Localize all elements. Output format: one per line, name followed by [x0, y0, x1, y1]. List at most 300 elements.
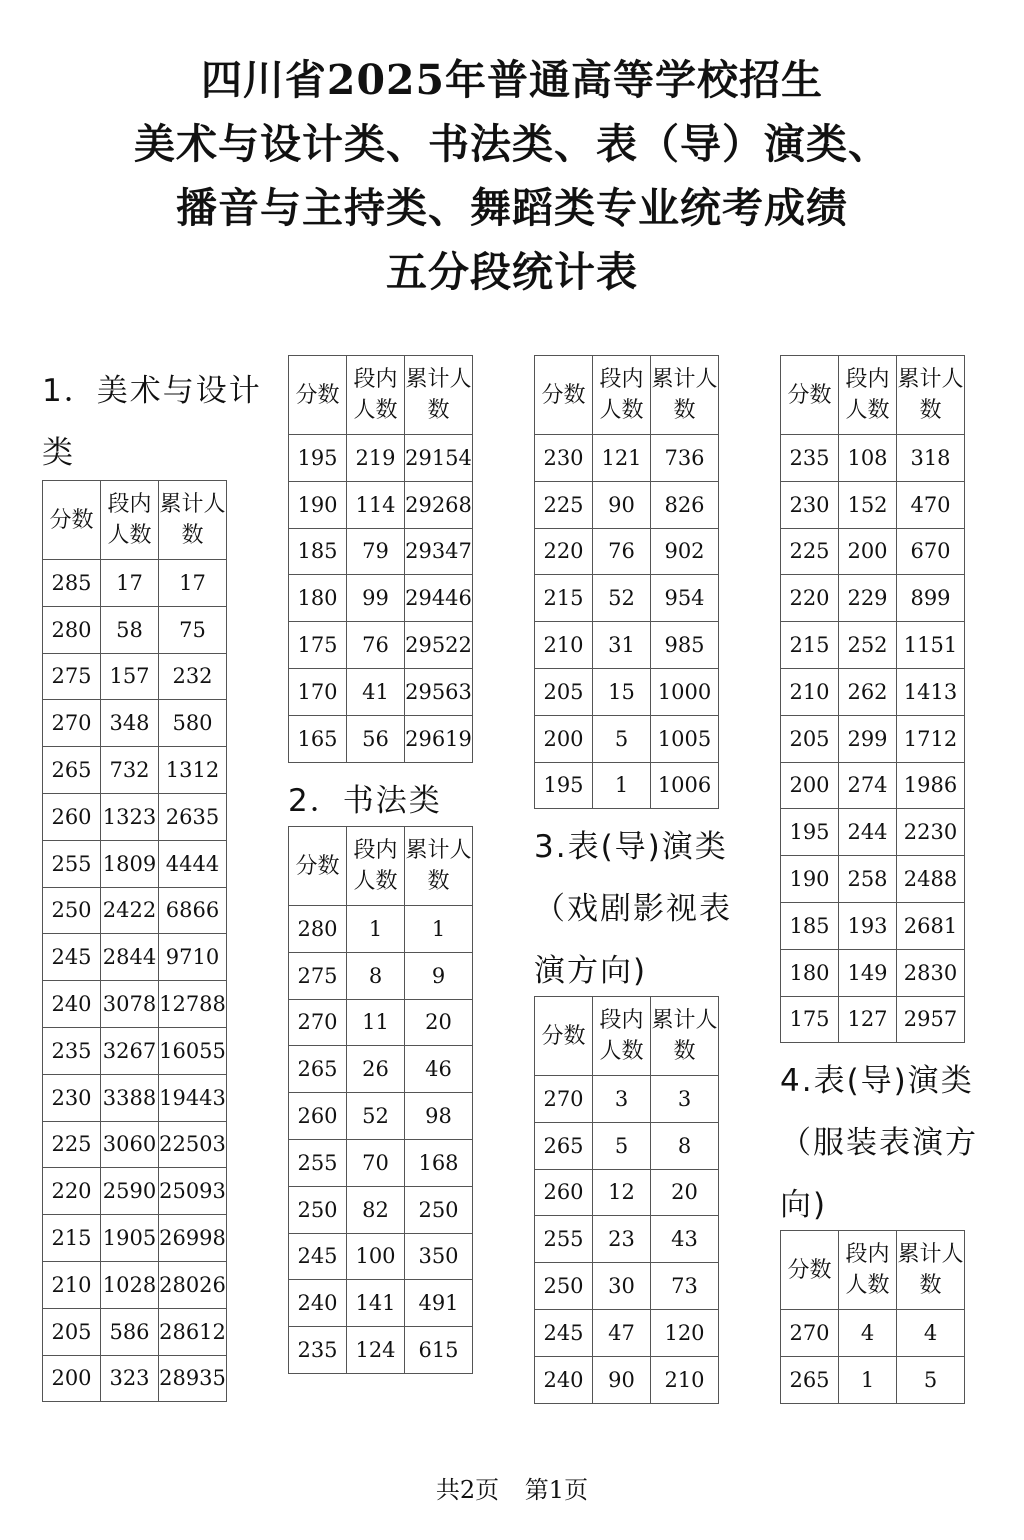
table-row	[535, 715, 719, 762]
cumulative-cell: 29522	[405, 622, 473, 669]
table-row	[43, 1168, 227, 1215]
table-row	[43, 747, 227, 794]
score-cell: 190	[289, 481, 347, 528]
in-segment-cell: 12	[593, 1169, 651, 1216]
score-cell: 265	[43, 747, 101, 794]
cumulative-cell: 8	[651, 1122, 719, 1169]
score-cell: 230	[781, 481, 839, 528]
cumulative-cell: 168	[405, 1139, 473, 1186]
score-cell: 265	[781, 1356, 839, 1403]
in-segment-cell: 219	[347, 435, 405, 482]
table-row	[43, 1355, 227, 1402]
table-header-row	[781, 1231, 965, 1310]
cumulative-cell: 1151	[897, 622, 965, 669]
in-segment-cell: 3	[593, 1076, 651, 1123]
cumulative-cell: 43	[651, 1216, 719, 1263]
cumulative-cell: 16055	[159, 1027, 227, 1074]
table-row	[289, 528, 473, 575]
in-segment-cell: 70	[347, 1139, 405, 1186]
cumulative-cell: 20	[651, 1169, 719, 1216]
score-cell: 205	[43, 1308, 101, 1355]
in-segment-cell: 3267	[101, 1027, 159, 1074]
in-segment-cell: 90	[593, 1356, 651, 1403]
header-cumulative: 累计人数	[897, 356, 965, 435]
header-in-segment: 段内人数	[839, 1231, 897, 1310]
table-row	[43, 606, 227, 653]
score-cell: 210	[781, 668, 839, 715]
score-cell: 285	[43, 560, 101, 607]
in-segment-cell: 586	[101, 1308, 159, 1355]
in-segment-cell: 2422	[101, 887, 159, 934]
table-row	[289, 1046, 473, 1093]
score-cell: 235	[781, 435, 839, 482]
cumulative-cell: 826	[651, 481, 719, 528]
score-table-continued	[534, 355, 719, 809]
header-cumulative: 累计人数	[651, 997, 719, 1076]
cumulative-cell: 232	[159, 653, 227, 700]
in-segment-cell: 348	[101, 700, 159, 747]
calligraphy-table-wrap	[288, 826, 473, 1374]
cumulative-cell: 954	[651, 575, 719, 622]
score-cell: 165	[289, 715, 347, 762]
in-segment-cell: 30	[593, 1263, 651, 1310]
score-cell: 280	[43, 606, 101, 653]
cumulative-cell: 3	[651, 1076, 719, 1123]
title-line-2: 美术与设计类、书法类、表（导）演类、	[134, 120, 890, 168]
cumulative-cell: 29563	[405, 668, 473, 715]
in-segment-cell: 2844	[101, 934, 159, 981]
table-row	[535, 528, 719, 575]
in-segment-cell: 274	[839, 762, 897, 809]
page-footer: 共2页 第1页	[435, 1476, 589, 1504]
in-segment-cell: 99	[347, 575, 405, 622]
table-row	[781, 1356, 965, 1403]
table-row	[535, 1356, 719, 1403]
score-cell: 250	[535, 1263, 593, 1310]
cumulative-cell: 98	[405, 1093, 473, 1140]
score-cell: 270	[535, 1076, 593, 1123]
score-cell: 210	[535, 622, 593, 669]
table-row	[289, 1093, 473, 1140]
in-segment-cell: 5	[593, 1122, 651, 1169]
cumulative-cell: 25093	[159, 1168, 227, 1215]
score-cell: 230	[43, 1074, 101, 1121]
in-segment-cell: 200	[839, 528, 897, 575]
in-segment-cell: 141	[347, 1280, 405, 1327]
in-segment-cell: 100	[347, 1233, 405, 1280]
table-row	[289, 1233, 473, 1280]
table-row	[781, 902, 965, 949]
table-row	[781, 622, 965, 669]
score-cell: 245	[535, 1309, 593, 1356]
section-heading: 2．书法类	[288, 783, 442, 819]
header-score: 分数	[535, 356, 593, 435]
cumulative-cell: 1000	[651, 668, 719, 715]
table-row	[43, 1121, 227, 1168]
cumulative-cell: 985	[651, 622, 719, 669]
cumulative-cell: 19443	[159, 1074, 227, 1121]
in-segment-cell: 732	[101, 747, 159, 794]
in-segment-cell: 47	[593, 1309, 651, 1356]
score-cell: 215	[535, 575, 593, 622]
drama-film-cont-table-wrap	[780, 355, 965, 1043]
score-cell: 240	[289, 1280, 347, 1327]
score-cell: 250	[289, 1186, 347, 1233]
art-design-cont-table-wrap	[288, 355, 473, 763]
score-cell: 235	[43, 1027, 101, 1074]
table-header-row	[781, 356, 965, 435]
title-line-3: 播音与主持类、舞蹈类专业统考成绩	[176, 184, 848, 232]
table-row	[781, 809, 965, 856]
cumulative-cell: 2681	[897, 902, 965, 949]
score-cell: 215	[781, 622, 839, 669]
header-in-segment: 段内人数	[347, 827, 405, 906]
table-row	[289, 481, 473, 528]
table-row	[43, 981, 227, 1028]
cumulative-cell: 28935	[159, 1355, 227, 1402]
cumulative-cell: 29446	[405, 575, 473, 622]
in-segment-cell: 79	[347, 528, 405, 575]
table-row	[535, 1169, 719, 1216]
section-heading: 1．美术与设计类	[42, 373, 262, 471]
table-header-row	[43, 481, 227, 560]
header-in-segment: 段内人数	[839, 356, 897, 435]
table-row	[289, 715, 473, 762]
table-row	[289, 999, 473, 1046]
document-title	[0, 48, 1024, 304]
table-row	[781, 949, 965, 996]
table-row	[535, 1076, 719, 1123]
title-line-4: 五分段统计表	[386, 248, 638, 296]
cumulative-cell: 28026	[159, 1261, 227, 1308]
header-in-segment: 段内人数	[593, 997, 651, 1076]
in-segment-cell: 229	[839, 575, 897, 622]
table-row	[535, 435, 719, 482]
cumulative-cell: 2957	[897, 996, 965, 1043]
in-segment-cell: 1	[839, 1356, 897, 1403]
cumulative-cell: 29268	[405, 481, 473, 528]
cumulative-cell: 29154	[405, 435, 473, 482]
table-row	[43, 1074, 227, 1121]
cumulative-cell: 29347	[405, 528, 473, 575]
score-cell: 280	[289, 906, 347, 953]
score-table-continued	[288, 355, 473, 763]
cumulative-cell: 615	[405, 1327, 473, 1374]
in-segment-cell: 2590	[101, 1168, 159, 1215]
in-segment-cell: 23	[593, 1216, 651, 1263]
in-segment-cell: 26	[347, 1046, 405, 1093]
drama-film-table-wrap	[534, 996, 719, 1404]
table-row	[781, 996, 965, 1043]
table-row	[781, 762, 965, 809]
table-row	[535, 622, 719, 669]
table-row	[289, 1280, 473, 1327]
drama-film-section	[534, 816, 759, 1002]
in-segment-cell: 52	[593, 575, 651, 622]
in-segment-cell: 1	[347, 906, 405, 953]
score-cell: 200	[535, 715, 593, 762]
table-row	[43, 840, 227, 887]
table-row	[781, 668, 965, 715]
cumulative-cell: 2488	[897, 856, 965, 903]
in-segment-cell: 90	[593, 481, 651, 528]
score-cell: 185	[781, 902, 839, 949]
cumulative-cell: 1413	[897, 668, 965, 715]
table-row	[535, 1216, 719, 1263]
table-header-row	[289, 827, 473, 906]
table-row	[289, 952, 473, 999]
score-cell: 200	[43, 1355, 101, 1402]
in-segment-cell: 323	[101, 1355, 159, 1402]
table-row	[289, 435, 473, 482]
table-row	[781, 481, 965, 528]
table-row	[535, 762, 719, 809]
cumulative-cell: 17	[159, 560, 227, 607]
cumulative-cell: 4	[897, 1310, 965, 1357]
header-cumulative: 累计人数	[405, 827, 473, 906]
table-row	[781, 528, 965, 575]
cumulative-cell: 20	[405, 999, 473, 1046]
score-cell: 225	[43, 1121, 101, 1168]
art-design-table-wrap	[42, 480, 227, 1402]
score-cell: 215	[43, 1215, 101, 1262]
in-segment-cell: 299	[839, 715, 897, 762]
cumulative-cell: 9710	[159, 934, 227, 981]
cumulative-cell: 2830	[897, 949, 965, 996]
in-segment-cell: 108	[839, 435, 897, 482]
cumulative-cell: 75	[159, 606, 227, 653]
score-cell: 235	[289, 1327, 347, 1374]
in-segment-cell: 76	[347, 622, 405, 669]
in-segment-cell: 121	[593, 435, 651, 482]
table-row	[781, 856, 965, 903]
in-segment-cell: 252	[839, 622, 897, 669]
costume-table-wrap	[780, 1230, 965, 1404]
header-score: 分数	[781, 1231, 839, 1310]
cumulative-cell: 470	[897, 481, 965, 528]
table-row	[43, 700, 227, 747]
in-segment-cell: 76	[593, 528, 651, 575]
table-row	[43, 1027, 227, 1074]
score-cell: 260	[535, 1169, 593, 1216]
in-segment-cell: 1028	[101, 1261, 159, 1308]
in-segment-cell: 149	[839, 949, 897, 996]
cumulative-cell: 4444	[159, 840, 227, 887]
cumulative-cell: 46	[405, 1046, 473, 1093]
art-design-section	[42, 360, 262, 484]
cumulative-cell: 1986	[897, 762, 965, 809]
in-segment-cell: 3388	[101, 1074, 159, 1121]
table-row	[289, 668, 473, 715]
in-segment-cell: 1905	[101, 1215, 159, 1262]
score-cell: 210	[43, 1261, 101, 1308]
table-header-row	[535, 997, 719, 1076]
score-cell: 205	[781, 715, 839, 762]
score-cell: 250	[43, 887, 101, 934]
in-segment-cell: 82	[347, 1186, 405, 1233]
table-row	[781, 575, 965, 622]
score-cell: 190	[781, 856, 839, 903]
header-cumulative: 累计人数	[897, 1231, 965, 1310]
in-segment-cell: 41	[347, 668, 405, 715]
cumulative-cell: 899	[897, 575, 965, 622]
cumulative-cell: 5	[897, 1356, 965, 1403]
table-row	[289, 575, 473, 622]
table-row	[43, 934, 227, 981]
score-cell: 270	[781, 1310, 839, 1357]
cumulative-cell: 2230	[897, 809, 965, 856]
score-cell: 255	[535, 1216, 593, 1263]
score-cell: 185	[289, 528, 347, 575]
score-cell: 275	[43, 653, 101, 700]
table-row	[289, 906, 473, 953]
section-heading: 4.表(导)演类（服装表演方向)	[780, 1063, 978, 1223]
cumulative-cell: 1006	[651, 762, 719, 809]
in-segment-cell: 114	[347, 481, 405, 528]
cumulative-cell: 670	[897, 528, 965, 575]
score-table-continued	[780, 355, 965, 1043]
score-cell: 275	[289, 952, 347, 999]
in-segment-cell: 15	[593, 668, 651, 715]
table-row	[781, 435, 965, 482]
cumulative-cell: 22503	[159, 1121, 227, 1168]
in-segment-cell: 244	[839, 809, 897, 856]
cumulative-cell: 318	[897, 435, 965, 482]
header-score: 分数	[289, 827, 347, 906]
score-cell: 240	[43, 981, 101, 1028]
table-row	[289, 1327, 473, 1374]
score-cell: 270	[43, 700, 101, 747]
table-row	[289, 1186, 473, 1233]
score-table	[780, 1230, 965, 1404]
score-cell: 200	[781, 762, 839, 809]
score-cell: 245	[289, 1233, 347, 1280]
table-header-row	[289, 356, 473, 435]
cumulative-cell: 120	[651, 1309, 719, 1356]
table-row	[43, 560, 227, 607]
in-segment-cell: 152	[839, 481, 897, 528]
in-segment-cell: 1	[593, 762, 651, 809]
header-score: 分数	[781, 356, 839, 435]
score-cell: 255	[289, 1139, 347, 1186]
score-table	[534, 996, 719, 1404]
score-cell: 195	[781, 809, 839, 856]
section-heading: 3.表(导)演类（戏剧影视表演方向)	[534, 829, 732, 989]
cumulative-cell: 1712	[897, 715, 965, 762]
score-cell: 240	[535, 1356, 593, 1403]
table-row	[43, 1261, 227, 1308]
score-cell: 265	[535, 1122, 593, 1169]
cumulative-cell: 350	[405, 1233, 473, 1280]
table-row	[43, 653, 227, 700]
in-segment-cell: 11	[347, 999, 405, 1046]
in-segment-cell: 193	[839, 902, 897, 949]
in-segment-cell: 31	[593, 622, 651, 669]
title-line-1: 四川省2025年普通高等学校招生	[200, 56, 824, 104]
in-segment-cell: 58	[101, 606, 159, 653]
header-in-segment: 段内人数	[593, 356, 651, 435]
header-score: 分数	[535, 997, 593, 1076]
score-cell: 175	[781, 996, 839, 1043]
cumulative-cell: 9	[405, 952, 473, 999]
table-row	[535, 668, 719, 715]
cumulative-cell: 580	[159, 700, 227, 747]
score-cell: 195	[535, 762, 593, 809]
costume-section	[780, 1050, 1005, 1236]
table-row	[535, 1263, 719, 1310]
table-row	[535, 575, 719, 622]
in-segment-cell: 127	[839, 996, 897, 1043]
score-cell: 195	[289, 435, 347, 482]
table-row	[289, 1139, 473, 1186]
header-cumulative: 累计人数	[405, 356, 473, 435]
in-segment-cell: 4	[839, 1310, 897, 1357]
score-cell: 170	[289, 668, 347, 715]
cumulative-cell: 28612	[159, 1308, 227, 1355]
table-row	[781, 1310, 965, 1357]
cumulative-cell: 1	[405, 906, 473, 953]
header-score: 分数	[289, 356, 347, 435]
cumulative-cell: 736	[651, 435, 719, 482]
cumulative-cell: 29619	[405, 715, 473, 762]
table-row	[535, 1309, 719, 1356]
score-table	[288, 826, 473, 1374]
header-score: 分数	[43, 481, 101, 560]
score-cell: 220	[781, 575, 839, 622]
in-segment-cell: 1809	[101, 840, 159, 887]
in-segment-cell: 17	[101, 560, 159, 607]
score-cell: 180	[781, 949, 839, 996]
table-row	[781, 715, 965, 762]
header-cumulative: 累计人数	[159, 481, 227, 560]
score-cell: 260	[289, 1093, 347, 1140]
in-segment-cell: 8	[347, 952, 405, 999]
in-segment-cell: 1323	[101, 793, 159, 840]
table-row	[535, 1122, 719, 1169]
score-table	[42, 480, 227, 1402]
score-cell: 225	[781, 528, 839, 575]
score-cell: 220	[535, 528, 593, 575]
cumulative-cell: 902	[651, 528, 719, 575]
cumulative-cell: 6866	[159, 887, 227, 934]
table-row	[535, 481, 719, 528]
cumulative-cell: 491	[405, 1280, 473, 1327]
table-row	[43, 793, 227, 840]
table-header-row	[535, 356, 719, 435]
table-row	[43, 1215, 227, 1262]
in-segment-cell: 3078	[101, 981, 159, 1028]
in-segment-cell: 3060	[101, 1121, 159, 1168]
score-cell: 255	[43, 840, 101, 887]
score-cell: 260	[43, 793, 101, 840]
header-in-segment: 段内人数	[101, 481, 159, 560]
score-cell: 245	[43, 934, 101, 981]
score-cell: 220	[43, 1168, 101, 1215]
in-segment-cell: 124	[347, 1327, 405, 1374]
table-row	[43, 887, 227, 934]
header-cumulative: 累计人数	[651, 356, 719, 435]
calligraphy-cont-table-wrap	[534, 355, 719, 809]
score-cell: 265	[289, 1046, 347, 1093]
in-segment-cell: 262	[839, 668, 897, 715]
in-segment-cell: 157	[101, 653, 159, 700]
cumulative-cell: 210	[651, 1356, 719, 1403]
score-cell: 205	[535, 668, 593, 715]
calligraphy-section	[288, 770, 528, 832]
cumulative-cell: 1005	[651, 715, 719, 762]
in-segment-cell: 52	[347, 1093, 405, 1140]
score-cell: 225	[535, 481, 593, 528]
